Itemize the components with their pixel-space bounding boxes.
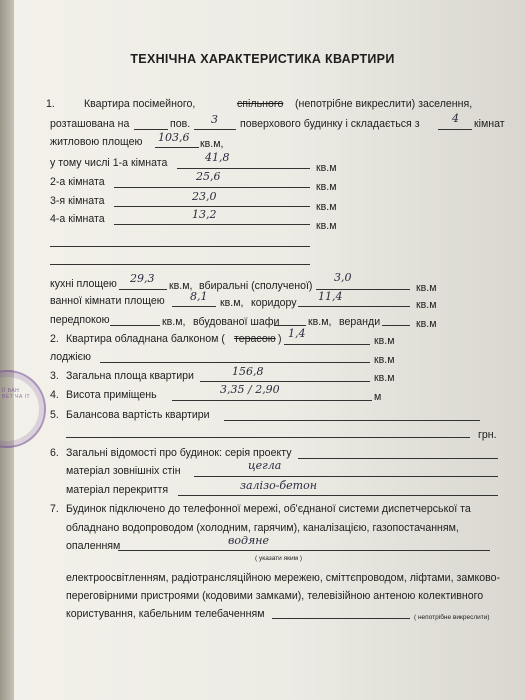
toilet-unit: кв.м: [416, 282, 437, 294]
floor-blank: [134, 129, 168, 130]
floor-label: розташована на: [50, 118, 130, 130]
room3-value: 23,0: [192, 190, 217, 203]
stamp-lettering: ЇЇ ВАН ВЕТ ЧА ІТ: [2, 388, 31, 400]
room4-label: 4-а кімната: [50, 213, 105, 225]
heating-hint: ( указати яким ): [255, 555, 303, 562]
balance-label: Балансова вартість квартири: [66, 409, 210, 421]
balance-blank-1: [224, 420, 480, 421]
balcony-struck-option: терасою: [234, 333, 276, 345]
bath-label: ванної кімнати площею: [50, 295, 165, 307]
room1-blank: [177, 168, 310, 169]
height-label: Висота приміщень: [66, 389, 157, 401]
overlap-label: матеріал перекриття: [66, 484, 169, 496]
room4-value: 13,2: [192, 208, 217, 221]
total-area-label: Загальна площа квартири: [66, 370, 194, 382]
bath-unit: кв.м,: [220, 297, 244, 309]
loggia-blank: [100, 362, 370, 363]
heating-value: водяне: [228, 534, 270, 547]
room3-blank: [114, 206, 310, 207]
hall-label: передпокою: [50, 314, 110, 326]
corridor-blank: [298, 306, 410, 307]
floors-blank: [194, 129, 236, 130]
toilet-label: вбиральні (сполученої): [199, 280, 313, 292]
balcony-blank: [284, 344, 370, 345]
official-stamp: [0, 370, 46, 448]
room2-blank: [114, 187, 310, 188]
room2-unit: кв.м: [316, 181, 337, 193]
veranda-label: веранди: [339, 316, 381, 328]
bath-value: 8,1: [190, 290, 208, 303]
loggia-label: лоджією: [50, 351, 91, 363]
balcony-label-b: ): [278, 333, 282, 345]
rooms-value: 4: [452, 112, 459, 125]
bath-blank: [172, 306, 216, 307]
room3-label: 3-я кімната: [50, 195, 105, 207]
overlap-value: залізо-бетон: [240, 479, 317, 492]
living-area-label: житловою площею: [50, 136, 143, 148]
cable-tv-blank: [272, 618, 410, 619]
living-area-value: 103,6: [158, 131, 190, 144]
loggia-unit: кв.м: [374, 354, 395, 366]
room4-unit: кв.м: [316, 220, 337, 232]
heating-blank: [118, 550, 490, 551]
cable-tv-label: користування, кабельним телебаченням: [66, 608, 265, 620]
room2-label: 2-а кімната: [50, 176, 105, 188]
veranda-unit: кв.м: [416, 318, 437, 330]
walls-value: цегла: [248, 459, 282, 472]
floors-value: 3: [211, 113, 218, 126]
room6-blank: [50, 264, 310, 265]
binding-strip: [0, 0, 14, 700]
section2-number: 2.: [50, 333, 59, 345]
kitchen-value: 29,3: [130, 272, 155, 285]
cable-tv-hint: ( непотрібне викреслити): [414, 614, 490, 621]
room5-blank: [50, 246, 310, 247]
document-title: ТЕХНІЧНА ХАРАКТЕРИСТИКА КВАРТИРИ: [130, 52, 395, 66]
section6-number: 6.: [50, 447, 59, 459]
corridor-label: коридору: [251, 297, 297, 309]
corridor-value: 11,4: [318, 290, 343, 303]
balance-blank-2: [66, 437, 470, 438]
floor-suffix: пов.: [170, 118, 191, 130]
total-area-unit: кв.м: [374, 372, 395, 384]
closet-unit: кв.м,: [308, 316, 332, 328]
project-series-label: Загальні відомості про будинок: серія проекту: [66, 447, 292, 459]
section7-line5: переговірними пристроями (кодовими замками), телевізійною антеною колективного: [66, 590, 484, 602]
hall-blank: [110, 325, 160, 326]
balcony-value: 1,4: [288, 327, 306, 340]
section7-line1: Будинок підключено до телефонної мережі, об'єднаної системи диспетчерської та: [66, 503, 471, 515]
section7-line2: обладнано водопроводом (холодним, гарячим), каналізацією, газопостачанням,: [66, 522, 459, 534]
total-area-value: 156,8: [232, 365, 264, 378]
section1-line1-a: Квартира посімейного,: [84, 98, 196, 110]
closet-blank: [274, 325, 306, 326]
living-area-unit: кв.м,: [200, 138, 224, 150]
rooms-blank: [438, 129, 472, 130]
height-unit: м: [374, 391, 382, 403]
section7-line4: електроосвітленням, радіотрансляційною мережею, сміттєпроводом, ліфтами, замково-: [66, 572, 501, 584]
total-area-blank: [200, 381, 370, 382]
room4-blank: [114, 224, 310, 225]
height-blank: [172, 400, 372, 401]
balance-currency: грн.: [478, 429, 497, 441]
room2-value: 25,6: [196, 170, 221, 183]
kitchen-label: кухні площею: [50, 278, 117, 290]
floors-label: поверхового будинку і складається з: [240, 118, 420, 130]
section1-line1-b: (непотрібне викреслити) заселення,: [295, 98, 473, 110]
room1-unit: кв.м: [316, 162, 337, 174]
walls-blank: [194, 476, 498, 477]
height-value: 3,35 / 2,90: [220, 383, 280, 396]
veranda-blank: [382, 325, 410, 326]
walls-label: матеріал зовнішніх стін: [66, 465, 181, 477]
room1-value: 41,8: [205, 151, 230, 164]
closet-label: вбудованої шафи: [193, 316, 280, 328]
section5-number: 5.: [50, 409, 59, 421]
toilet-value: 3,0: [334, 271, 352, 284]
section7-number: 7.: [50, 503, 59, 515]
section4-number: 4.: [50, 389, 59, 401]
corridor-unit: кв.м: [416, 299, 437, 311]
balcony-label-a: Квартира обладнана балконом (: [66, 333, 225, 345]
project-series-blank: [298, 458, 498, 459]
kitchen-blank: [119, 289, 167, 290]
heating-label: опаленням: [66, 540, 121, 552]
section1-struck-option: спільного: [237, 98, 284, 110]
overlap-blank: [178, 495, 498, 496]
rooms-label: кімнат: [474, 118, 505, 130]
section3-number: 3.: [50, 370, 59, 382]
room3-unit: кв.м: [316, 201, 337, 213]
room1-label: у тому числі 1-а кімната: [50, 157, 168, 169]
hall-unit: кв.м,: [162, 316, 186, 328]
kitchen-unit: кв.м,: [169, 280, 193, 292]
balcony-unit: кв.м: [374, 335, 395, 347]
living-area-blank: [155, 147, 199, 148]
section1-number: 1.: [46, 98, 55, 110]
